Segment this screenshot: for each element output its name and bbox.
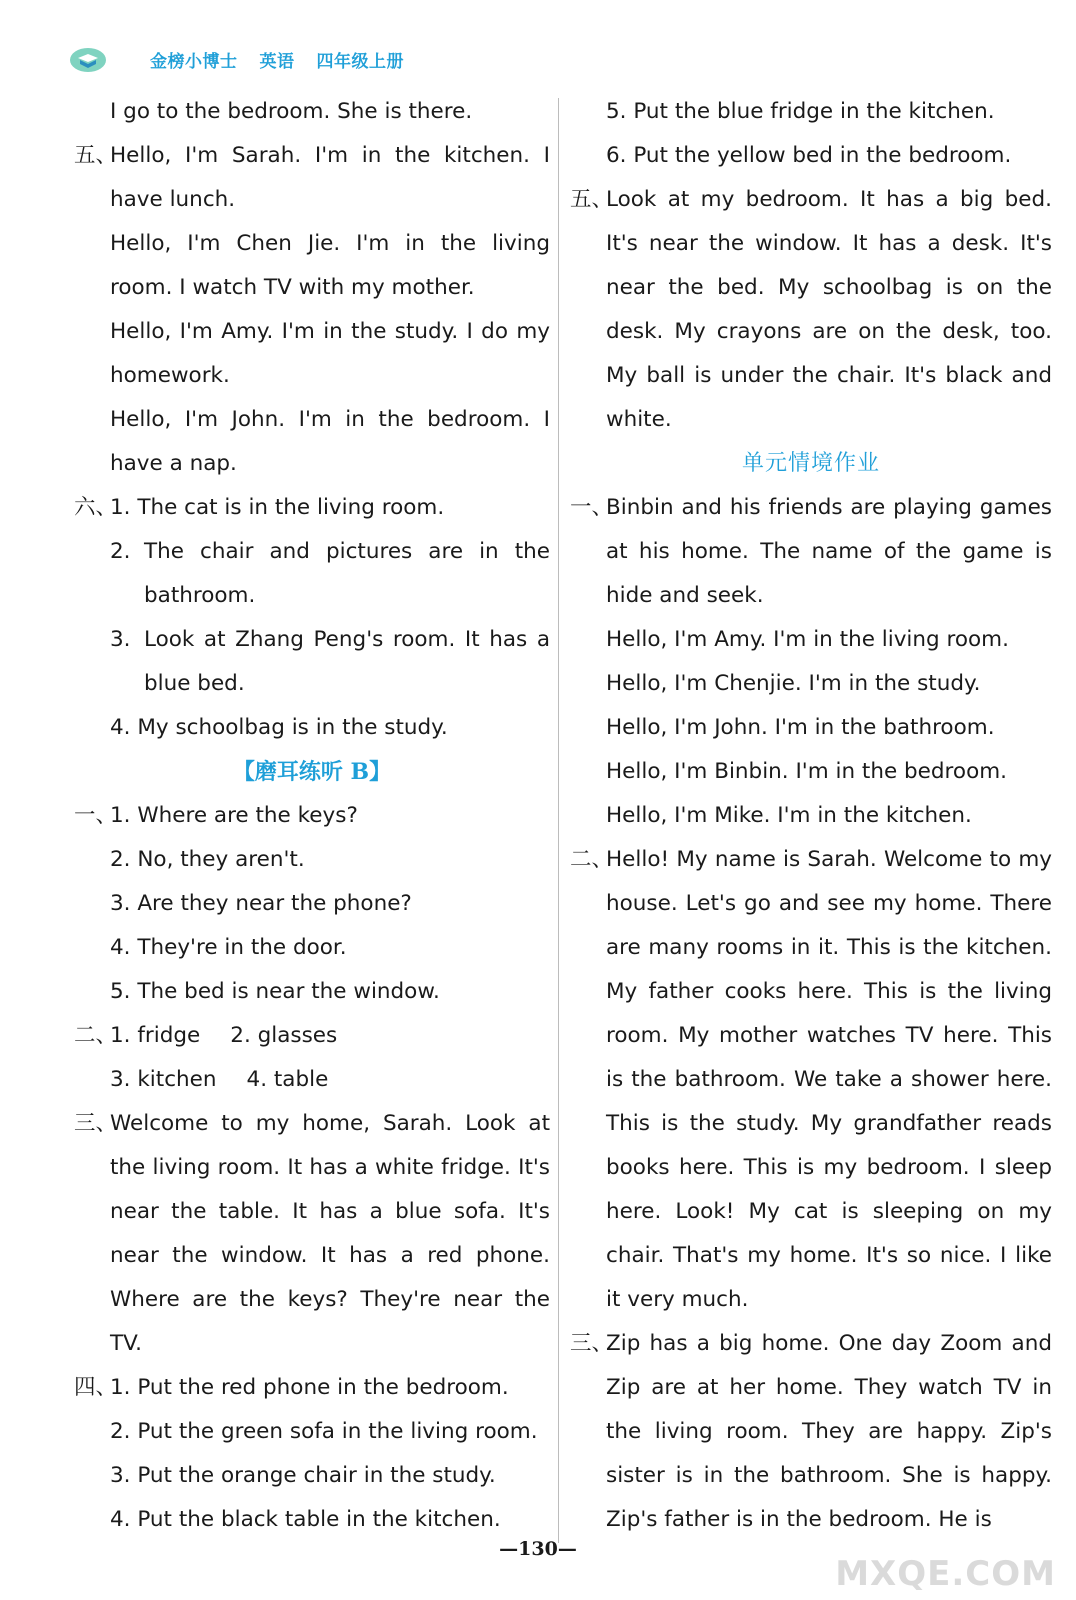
word-item: 4. table bbox=[246, 1067, 329, 1092]
section-marker: 一、 bbox=[74, 803, 118, 828]
watermark: MXQE.COM bbox=[835, 1554, 1056, 1594]
paragraph: Hello! My name is Sarah. Welcome to my house. Let's go and see my home. There are many rooms in it. This is the kitchen. My father cooks here. This is the living room. My mother watches TV here. This is the bathroom. We take a shower here. This is the study. My grandfather reads books here. This is my bedroom. I sleep here. Look! My cat is sleeping on my chair. That's my home. It's so nice. I like it very much. bbox=[606, 847, 1052, 1312]
section-6 bbox=[74, 486, 550, 750]
page-number: —130— bbox=[499, 1538, 577, 1560]
paragraph: Welcome to my home, Sarah. Look at the living room. It has a white fridge. It's near the table. It has a blue sofa. It's near the window. It has a red phone. Where are the keys? They're near the TV. bbox=[110, 1111, 550, 1356]
column-divider bbox=[558, 98, 559, 1543]
section-marker: 三、 bbox=[74, 1111, 118, 1136]
text-line: Hello, I'm Chenjie. I'm in the study. bbox=[606, 671, 981, 696]
list-item: 4. Put the black table in the kitchen. bbox=[110, 1507, 501, 1532]
item-text: The chair and pictures are in the bathroom. bbox=[144, 539, 550, 608]
section-marker: 一、 bbox=[570, 495, 614, 520]
word-row bbox=[110, 1014, 550, 1058]
paragraph: Binbin and his friends are playing games at his home. The name of the game is hide and seek. bbox=[606, 495, 1052, 608]
book-logo-icon bbox=[68, 44, 108, 74]
list-item: 3. Are they near the phone? bbox=[110, 891, 412, 916]
item-text: Look at Zhang Peng's room. It has a blue bed. bbox=[144, 627, 550, 696]
text-line: Hello, I'm Binbin. I'm in the bedroom. bbox=[606, 759, 1008, 784]
text-line: Hello, I'm Mike. I'm in the kitchen. bbox=[606, 803, 972, 828]
header-subject: 英语 bbox=[259, 51, 295, 72]
section-marker: 五、 bbox=[570, 187, 614, 212]
unit-section-1 bbox=[570, 486, 1052, 838]
list-item: 3. Put the orange chair in the study. bbox=[110, 1463, 496, 1488]
text-line: Hello, I'm John. I'm in the bathroom. bbox=[606, 715, 995, 740]
section-title: 单元情境作业 bbox=[741, 451, 880, 476]
list-item: 6. Put the yellow bed in the bedroom. bbox=[606, 143, 1012, 168]
list-item: 5. The bed is near the window. bbox=[110, 979, 440, 1004]
word-item: 3. kitchen bbox=[110, 1067, 217, 1092]
paragraph: Hello, I'm John. I'm in the bedroom. I have a nap. bbox=[110, 407, 550, 476]
paragraph: Hello, I'm Amy. I'm in the study. I do my homework. bbox=[110, 319, 550, 388]
section-marker: 四、 bbox=[74, 1375, 118, 1400]
page-header bbox=[68, 44, 426, 74]
word-row bbox=[110, 1058, 550, 1102]
header-brand: 金榜小博士 bbox=[150, 51, 238, 72]
list-item: 1. Where are the keys? bbox=[110, 803, 358, 828]
section-title: 【磨耳练听 B】 bbox=[232, 759, 392, 785]
section-marker: 二、 bbox=[570, 847, 614, 872]
section-marker: 六、 bbox=[74, 495, 118, 520]
section-marker: 二、 bbox=[74, 1023, 118, 1048]
paragraph: Zip has a big home. One day Zoom and Zip are at her home. They watch TV in the living room. They are happy. Zip's sister is in the bathroom. She is happy. Zip's father is in the bedroom. He is bbox=[606, 1331, 1052, 1532]
section-marker: 五、 bbox=[74, 143, 118, 168]
text-line: Hello, I'm Amy. I'm in the living room. bbox=[606, 627, 1009, 652]
section-b-1 bbox=[74, 794, 550, 1014]
section-5 bbox=[74, 134, 550, 486]
item-number: 3. bbox=[110, 627, 131, 652]
section-b-5 bbox=[570, 178, 1052, 442]
list-item: 1. The cat is in the living room. bbox=[110, 495, 445, 520]
list-item: 5. Put the blue fridge in the kitchen. bbox=[606, 99, 995, 124]
word-item: 1. fridge bbox=[110, 1023, 201, 1048]
item-number: 2. bbox=[110, 539, 131, 564]
text-line: I go to the bedroom. She is there. bbox=[110, 99, 473, 124]
word-item: 2. glasses bbox=[230, 1023, 338, 1048]
section-b-2 bbox=[74, 1014, 550, 1102]
right-column bbox=[570, 90, 1052, 1542]
list-item bbox=[110, 530, 550, 618]
list-item: 4. They're in the door. bbox=[110, 935, 347, 960]
paragraph: Hello, I'm Sarah. I'm in the kitchen. I have lunch. bbox=[110, 143, 550, 212]
header-grade: 四年级上册 bbox=[316, 51, 404, 72]
section-b-3 bbox=[74, 1102, 550, 1366]
list-item: 4. My schoolbag is in the study. bbox=[110, 715, 448, 740]
paragraph: Hello, I'm Chen Jie. I'm in the living room. I watch TV with my mother. bbox=[110, 231, 550, 300]
section-marker: 三、 bbox=[570, 1331, 614, 1356]
list-item: 2. Put the green sofa in the living room. bbox=[110, 1419, 538, 1444]
paragraph: Look at my bedroom. It has a big bed. It's near the window. It has a desk. It's near the bed. My schoolbag is on the desk. My crayons are on the desk, too. My ball is under the chair. It's black and white. bbox=[606, 187, 1052, 432]
unit-section-3 bbox=[570, 1322, 1052, 1542]
section-b-4 bbox=[74, 1366, 550, 1542]
left-column bbox=[74, 90, 550, 1542]
list-item: 2. No, they aren't. bbox=[110, 847, 305, 872]
list-item bbox=[110, 618, 550, 706]
unit-section-2 bbox=[570, 838, 1052, 1322]
list-item: 1. Put the red phone in the bedroom. bbox=[110, 1375, 509, 1400]
